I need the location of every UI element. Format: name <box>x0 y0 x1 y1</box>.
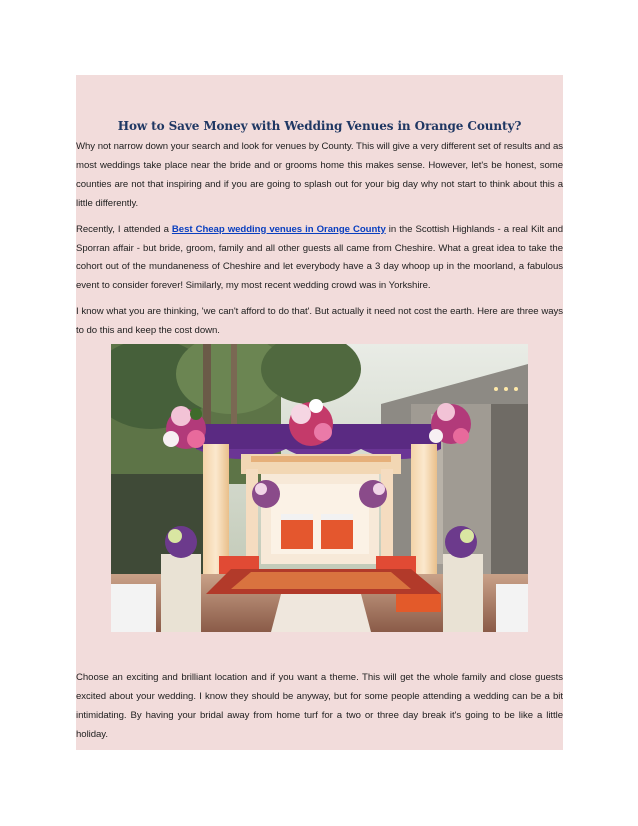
venues-link[interactable]: Best Cheap wedding venues in Orange County <box>171 223 386 235</box>
wedding-mandap-photo <box>111 344 528 632</box>
paragraph-1: Why not narrow down your search and look for venues by County. This will give a very different set of results and as most weddings take place near the bride and or grooms home this makes sense. However, let's be honest, some counties are not that inspiring and if you are going to splash out for your big day why not start to think about this a little differently. <box>76 141 563 209</box>
page-title: How to Save Money with Wedding Venues in Orange County? <box>117 119 522 133</box>
paragraph-3: I know what you are thinking, 'we can't afford to do that'. But actually it need not cost the earth. Here are three ways to do this and keep the cost down. <box>76 306 563 337</box>
document-page <box>76 75 563 750</box>
paragraph-2 <box>76 221 563 297</box>
closing-section <box>76 669 563 752</box>
paragraph-4: Choose an exciting and brilliant location and if you want a theme. This will get the whole family and close guests excited about your wedding. I know they should be anyway, but for some people attending a wedding can be a bit intimidating. By having your bridal away from home turf for a two or three day break it's going to be like a little holiday. <box>76 672 563 740</box>
paragraph-2-rest: in the Scottish Highlands - a real Kilt and Sporran affair - but bride, groom, family and all other guests all came from Cheshire. What a great idea to take the cohort out of the mundaneness of Cheshire and let everybody have a 3 day whoop up in the moorland, a fabulous event to consider forever! Similarly, my most recent wedding crowd was in Yorkshire. <box>76 223 563 292</box>
paragraph-2-intro: Recently, I attended a <box>76 223 172 235</box>
